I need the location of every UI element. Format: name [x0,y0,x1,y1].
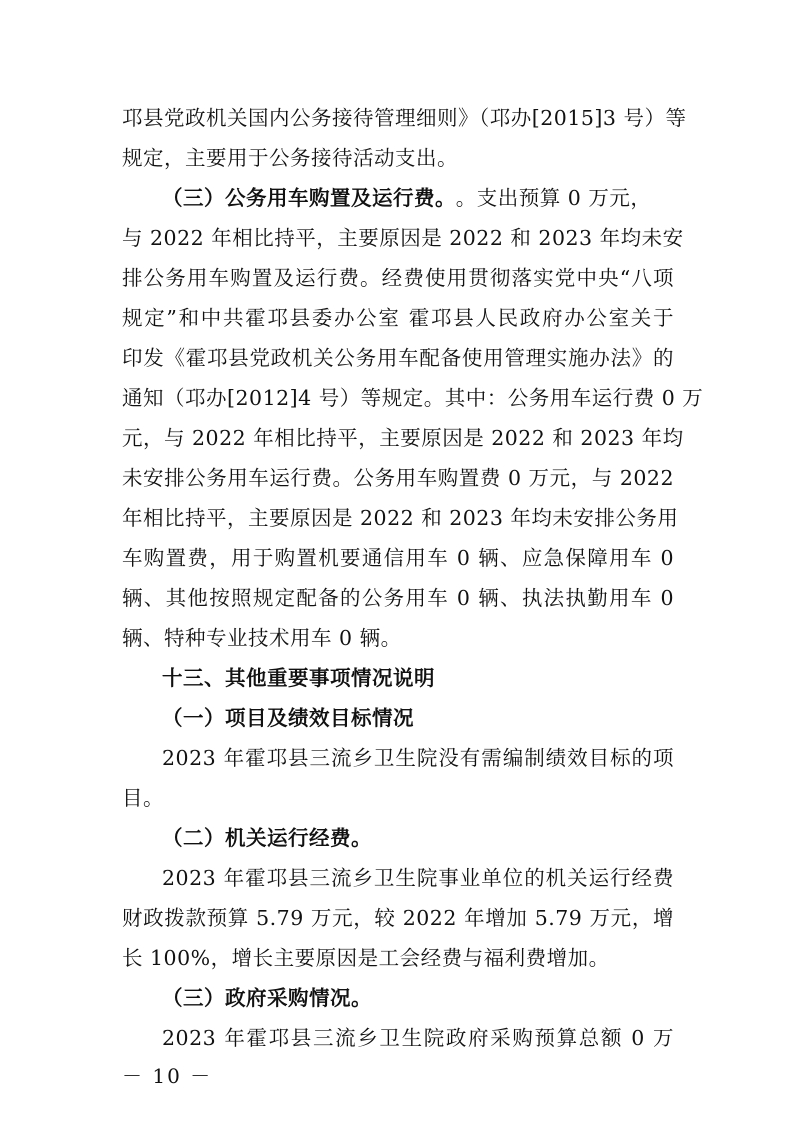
body-line: 排公务用车购置及运行费。经费使用贯彻落实党中央“八项 [122,266,674,290]
body-line: 未安排公务用车运行费。公务用车购置费 0 万元，与 2022 [122,466,674,490]
body-line: 规定”和中共霍邛县委办公室 霍邛县人民政府办公室关于 [122,306,674,330]
body-line: 辆、其他按照规定配备的公务用车 0 辆、执法执勤用车 0 [122,586,674,610]
body-line: 2023 年霍邛县三流乡卫生院事业单位的机关运行经费 [162,866,674,890]
body-line: 与 2022 年相比持平，主要原因是 2022 和 2023 年均未安 [122,226,684,250]
section-heading-vehicle [162,184,674,212]
body-line: 2023 年霍邛县三流乡卫生院政府采购预算总额 0 万 [162,1026,674,1050]
body-line: 邛县党政机关国内公务接待管理细则》（邛办[2015]3 号）等 [122,106,687,130]
body-line: 长 100%，增长主要原因是工会经费与福利费增加。 [122,946,610,970]
section-heading-procurement: （三）政府采购情况。 [162,986,372,1010]
section-heading-operating-cost: （二）机关运行经费。 [162,826,372,850]
body-line: 目。 [122,786,164,810]
body-line: 规定，主要用于公务接待活动支出。 [122,146,458,170]
page-number: － 10 － [122,1064,213,1088]
section-heading-bold: （三）公务用车购置及运行费。 [162,186,446,210]
section-heading-projects: （一）项目及绩效目标情况 [162,706,414,730]
chapter-heading: 十三、其他重要事项情况说明 [162,666,435,690]
body-line: 车购置费，用于购置机要通信用车 0 辆、应急保障用车 0 [122,546,674,570]
body-line: 年相比持平，主要原因是 2022 和 2023 年均未安排公务用 [122,506,679,530]
body-line: 辆、特种专业技术用车 0 辆。 [122,626,402,650]
body-line: 印发《霍邛县党政机关公务用车配备使用管理实施办法》的 [122,346,674,370]
body-line: 通知（邛办[2012]4 号）等规定。其中：公务用车运行费 0 万 [122,386,704,410]
body-line: 2023 年霍邛县三流乡卫生院没有需编制绩效目标的项 [162,746,674,770]
body-line: 元，与 2022 年相比持平，主要原因是 2022 和 2023 年均 [122,426,684,450]
body-line: 财政拨款预算 5.79 万元，较 2022 年增加 5.79 万元，增 [122,906,674,930]
section-heading-rest: 。支出预算 0 万元， [455,186,652,210]
